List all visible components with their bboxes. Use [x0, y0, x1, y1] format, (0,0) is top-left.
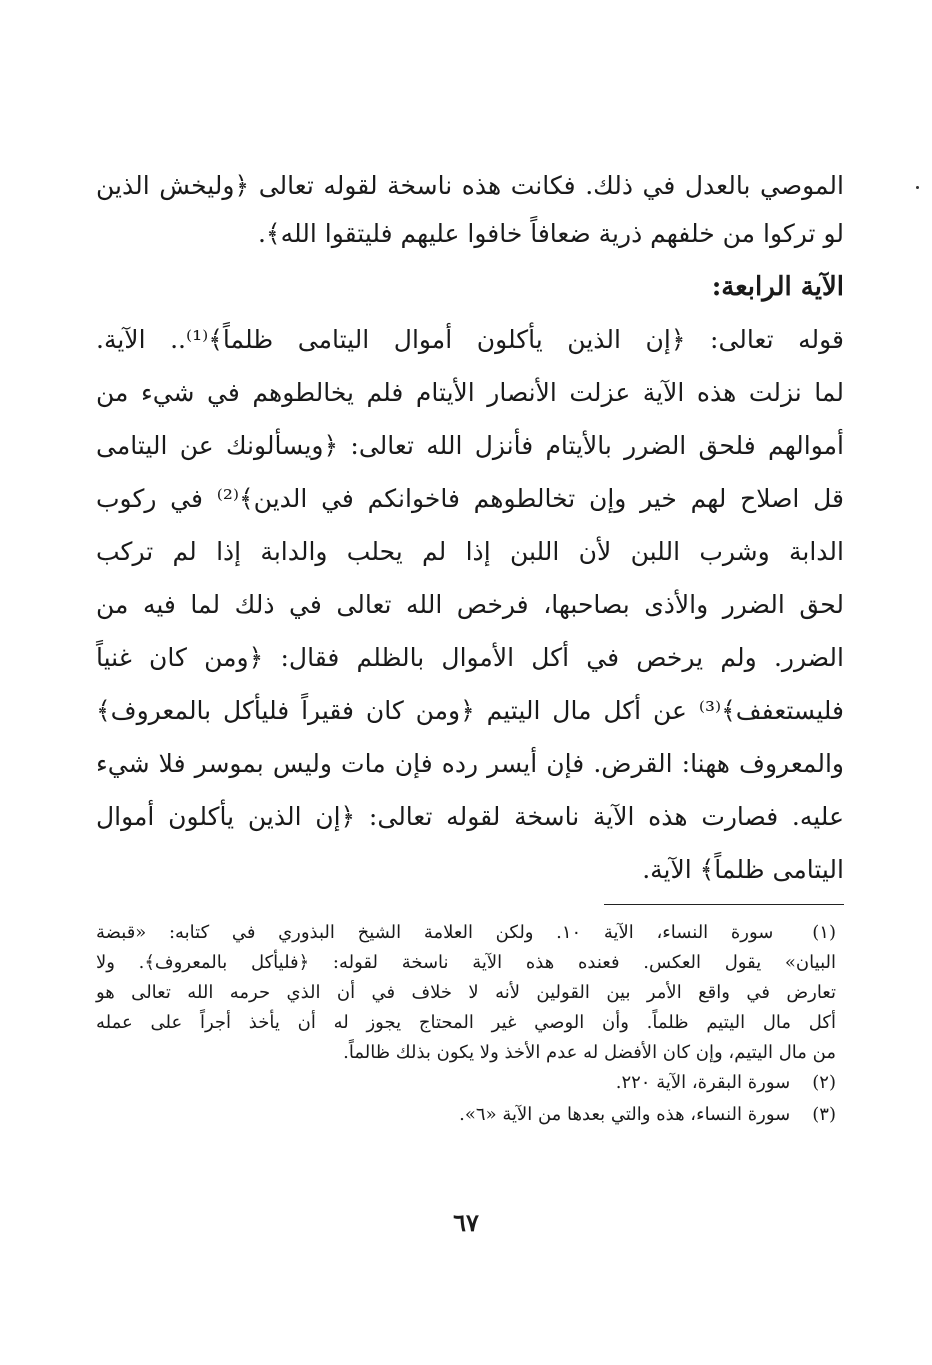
footnote-text: سورة البقرة، الآية ٢٢٠.	[615, 1072, 791, 1093]
footnote-text: سورة النساء، الآية ١٠. ولكن العلامة الشيخ البذوري في كتابه: «قبضة	[96, 922, 774, 943]
text-line: والمعروف ههنا: القرض. فإن أيسر رده فإن مات وليس بموسر فلا شيء	[96, 749, 844, 778]
footnote-line: من مال اليتيم، وإن كان الأفضل له عدم الأخذ ولا يكون بذلك ظالماً.	[343, 1042, 836, 1063]
text-line: عليه. فصارت هذه الآية ناسخة لقوله تعالى: ﴿إن الذين يأكلون أموال	[96, 802, 844, 831]
footnote-divider	[604, 904, 844, 905]
footnotes	[96, 921, 836, 1135]
text-line: لحق الضرر والأذى بصاحبها، فرخص الله تعالى في ذلك لما فيه من	[96, 590, 844, 619]
text-line: اليتامى ظلماً﴾ الآية.	[642, 855, 844, 884]
section-heading: الآية الرابعة:	[711, 272, 844, 302]
text-line: لما نزلت هذه الآية عزلت الأنصار الأيتام فلم يخالطوهم في شيء من	[96, 378, 844, 407]
footnote-line	[96, 921, 836, 951]
text-line: أموالهم فلحق الضرر بالأيتام فأنزل الله تعالى: ﴿ويسألونك عن اليتامى	[96, 431, 844, 460]
text-line: قوله تعالى: ﴿إن الذين يأكلون أموال اليتامى ظلماً﴾⁽¹⁾.. الآية.	[96, 325, 844, 354]
footnote-1	[96, 921, 836, 1071]
footnote-text: سورة النساء، هذه والتي بعدها من الآية «٦».	[459, 1104, 791, 1125]
text-line: الموصي بالعدل في ذلك. فكانت هذه ناسخة لقوله تعالى ﴿وليخش الذين	[96, 171, 844, 200]
footnote-number: (١)	[812, 922, 836, 943]
text-line: الضرر. ولم يرخص في أكل الأموال بالظلم فقال: ﴿ومن كان غنياً	[96, 643, 844, 672]
main-text	[96, 170, 844, 907]
text-line: الدابة وشرب اللبن لأن اللبن إذا لم يحلب والدابة إذا لم تركب	[96, 537, 844, 566]
text-line: لو تركوا من خلفهم ذرية ضعافاً خافوا عليهم فليتقوا الله﴾.	[257, 219, 844, 248]
footnote-number: (٣)	[812, 1104, 836, 1125]
footnote-line: تعارض في واقع الأمر بين القولين لأنه لا خلاف في أن الذي حرمه الله تعالى هو	[96, 982, 836, 1003]
text-line: قل اصلاح لهم خير وإن تخالطوهم فاخوانكم في الدين﴾⁽²⁾ في ركوب	[96, 484, 844, 513]
margin-mark	[916, 186, 919, 189]
page-number: ٦٧	[453, 1208, 479, 1237]
footnote-line: أكل مال اليتيم ظلماً. وأن الوصي غير المحتاج يجوز له أن يأخذ أجراً على عمله	[96, 1012, 836, 1033]
footnote-line: البيان» يقول العكس. فعنده هذه الآية ناسخة لقوله: ﴿فليأكل بالمعروف﴾. ولا	[96, 952, 836, 973]
footnote-number: (٢)	[812, 1072, 836, 1093]
footnote-2	[96, 1071, 836, 1103]
footnote-3	[96, 1103, 836, 1135]
text-line: فليستعفف﴾⁽³⁾ عن أكل مال اليتيم ﴿ومن كان فقيراً فليأكل بالمعروف﴾	[96, 696, 844, 725]
